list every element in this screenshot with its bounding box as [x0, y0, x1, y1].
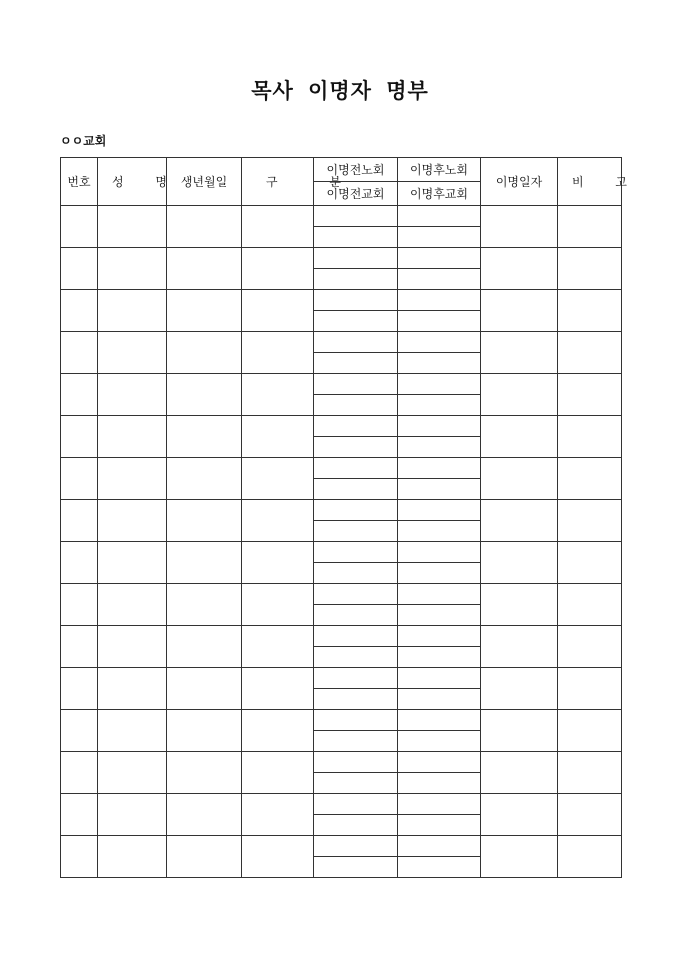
church-before-cell[interactable]	[314, 647, 398, 668]
church-before-cell[interactable]	[314, 857, 398, 878]
number-cell[interactable]	[61, 332, 98, 374]
name-cell[interactable]	[98, 248, 167, 290]
remarks-cell[interactable]	[558, 668, 622, 710]
number-cell[interactable]	[61, 752, 98, 794]
table-row	[61, 794, 622, 815]
presbytery-after-cell[interactable]	[398, 290, 481, 311]
number-cell[interactable]	[61, 248, 98, 290]
presbytery-after-cell[interactable]	[398, 458, 481, 479]
number-cell[interactable]	[61, 668, 98, 710]
table-row	[61, 332, 622, 353]
category-cell[interactable]	[242, 668, 314, 710]
table-row	[61, 542, 622, 563]
birthdate-cell[interactable]	[167, 206, 242, 248]
church-after-cell[interactable]	[398, 773, 481, 794]
table-row	[61, 458, 622, 479]
remarks-cell[interactable]	[558, 500, 622, 542]
number-cell[interactable]	[61, 542, 98, 584]
birthdate-cell[interactable]	[167, 836, 242, 878]
presbytery-before-cell[interactable]	[314, 290, 398, 311]
church-label: ㅇㅇ교회	[60, 134, 107, 148]
table-row	[61, 206, 622, 227]
category-cell[interactable]	[242, 836, 314, 878]
table-row	[61, 710, 622, 731]
birthdate-cell[interactable]	[167, 248, 242, 290]
remarks-cell[interactable]	[558, 752, 622, 794]
presbytery-after-cell[interactable]	[398, 416, 481, 437]
number-cell[interactable]	[61, 584, 98, 626]
church-after-cell[interactable]	[398, 521, 481, 542]
category-cell[interactable]	[242, 626, 314, 668]
category-cell[interactable]	[242, 206, 314, 248]
church-after-cell[interactable]	[398, 437, 481, 458]
church-after-cell[interactable]	[398, 353, 481, 374]
presbytery-after-cell[interactable]	[398, 710, 481, 731]
presbytery-after-cell[interactable]	[398, 374, 481, 395]
remarks-cell[interactable]	[558, 584, 622, 626]
table-row	[61, 626, 622, 647]
table-row	[61, 752, 622, 773]
church-before-cell[interactable]	[314, 605, 398, 626]
remarks-cell[interactable]	[558, 248, 622, 290]
presbytery-after-cell[interactable]	[398, 500, 481, 521]
presbytery-before-cell[interactable]	[314, 458, 398, 479]
table-row	[61, 374, 622, 395]
header-presbytery-after: 이명후노회	[398, 158, 481, 182]
presbytery-after-cell[interactable]	[398, 584, 481, 605]
birthdate-cell[interactable]	[167, 542, 242, 584]
remarks-cell[interactable]	[558, 206, 622, 248]
header-row	[61, 158, 622, 182]
transfer-date-cell[interactable]	[481, 752, 558, 794]
category-cell[interactable]	[242, 794, 314, 836]
presbytery-after-cell[interactable]	[398, 332, 481, 353]
church-before-cell[interactable]	[314, 563, 398, 584]
transfer-date-cell[interactable]	[481, 416, 558, 458]
transfer-date-cell[interactable]	[481, 458, 558, 500]
name-cell[interactable]	[98, 332, 167, 374]
church-after-cell[interactable]	[398, 689, 481, 710]
birthdate-cell[interactable]	[167, 458, 242, 500]
presbytery-before-cell[interactable]	[314, 626, 398, 647]
presbytery-after-cell[interactable]	[398, 752, 481, 773]
birthdate-cell[interactable]	[167, 332, 242, 374]
transfer-date-cell[interactable]	[481, 332, 558, 374]
category-cell[interactable]	[242, 458, 314, 500]
header-church-after: 이명후교회	[398, 182, 481, 206]
birthdate-cell[interactable]	[167, 374, 242, 416]
church-after-cell[interactable]	[398, 269, 481, 290]
name-cell[interactable]	[98, 500, 167, 542]
transfer-date-cell[interactable]	[481, 626, 558, 668]
category-cell[interactable]	[242, 584, 314, 626]
document-title: 목사 이명자 명부	[251, 78, 429, 103]
table-row	[61, 416, 622, 437]
transfer-date-cell[interactable]	[481, 794, 558, 836]
birthdate-cell[interactable]	[167, 500, 242, 542]
name-cell[interactable]	[98, 290, 167, 332]
category-cell[interactable]	[242, 752, 314, 794]
remarks-cell[interactable]	[558, 794, 622, 836]
name-cell[interactable]	[98, 542, 167, 584]
presbytery-before-cell[interactable]	[314, 584, 398, 605]
header-presbytery-before: 이명전노회	[314, 158, 398, 182]
birthdate-cell[interactable]	[167, 752, 242, 794]
remarks-cell[interactable]	[558, 332, 622, 374]
church-before-cell[interactable]	[314, 479, 398, 500]
number-cell[interactable]	[61, 290, 98, 332]
presbytery-after-cell[interactable]	[398, 248, 481, 269]
header-number: 번호	[61, 158, 98, 206]
birthdate-cell[interactable]	[167, 710, 242, 752]
category-cell[interactable]	[242, 332, 314, 374]
church-before-cell[interactable]	[314, 437, 398, 458]
name-cell[interactable]	[98, 752, 167, 794]
church-after-cell[interactable]	[398, 479, 481, 500]
church-after-cell[interactable]	[398, 815, 481, 836]
table-row	[61, 836, 622, 857]
birthdate-cell[interactable]	[167, 584, 242, 626]
presbytery-after-cell[interactable]	[398, 626, 481, 647]
header-birthdate: 생년월일	[167, 158, 242, 206]
presbytery-after-cell[interactable]	[398, 542, 481, 563]
birthdate-cell[interactable]	[167, 290, 242, 332]
birthdate-cell[interactable]	[167, 668, 242, 710]
category-cell[interactable]	[242, 374, 314, 416]
name-cell[interactable]	[98, 584, 167, 626]
presbytery-before-cell[interactable]	[314, 794, 398, 815]
transfer-date-cell[interactable]	[481, 290, 558, 332]
name-cell[interactable]	[98, 626, 167, 668]
church-after-cell[interactable]	[398, 395, 481, 416]
birthdate-cell[interactable]	[167, 626, 242, 668]
transfer-date-cell[interactable]	[481, 710, 558, 752]
church-after-cell[interactable]	[398, 731, 481, 752]
remarks-cell[interactable]	[558, 542, 622, 584]
name-cell[interactable]	[98, 206, 167, 248]
birthdate-cell[interactable]	[167, 416, 242, 458]
table-row	[61, 500, 622, 521]
category-cell[interactable]	[242, 290, 314, 332]
name-cell[interactable]	[98, 836, 167, 878]
church-before-cell[interactable]	[314, 269, 398, 290]
category-cell[interactable]	[242, 416, 314, 458]
category-cell[interactable]	[242, 710, 314, 752]
number-cell[interactable]	[61, 416, 98, 458]
remarks-cell[interactable]	[558, 458, 622, 500]
transfer-date-cell[interactable]	[481, 584, 558, 626]
presbytery-after-cell[interactable]	[398, 836, 481, 857]
birthdate-cell[interactable]	[167, 794, 242, 836]
table-row	[61, 248, 622, 269]
header-transfer-date: 이명일자	[481, 158, 558, 206]
presbytery-after-cell[interactable]	[398, 794, 481, 815]
number-cell[interactable]	[61, 458, 98, 500]
transfer-date-cell[interactable]	[481, 248, 558, 290]
transfer-date-cell[interactable]	[481, 542, 558, 584]
church-after-cell[interactable]	[398, 227, 481, 248]
presbytery-before-cell[interactable]	[314, 374, 398, 395]
church-before-cell[interactable]	[314, 521, 398, 542]
remarks-cell[interactable]	[558, 626, 622, 668]
category-cell[interactable]	[242, 248, 314, 290]
presbytery-before-cell[interactable]	[314, 836, 398, 857]
name-cell[interactable]	[98, 458, 167, 500]
category-cell[interactable]	[242, 542, 314, 584]
church-before-cell[interactable]	[314, 227, 398, 248]
number-cell[interactable]	[61, 836, 98, 878]
church-before-cell[interactable]	[314, 353, 398, 374]
church-before-cell[interactable]	[314, 731, 398, 752]
number-cell[interactable]	[61, 500, 98, 542]
table-row	[61, 290, 622, 311]
number-cell[interactable]	[61, 626, 98, 668]
church-before-cell[interactable]	[314, 773, 398, 794]
church-before-cell[interactable]	[314, 815, 398, 836]
header-category: 구 분	[242, 158, 314, 206]
church-after-cell[interactable]	[398, 647, 481, 668]
presbytery-before-cell[interactable]	[314, 206, 398, 227]
church-after-cell[interactable]	[398, 857, 481, 878]
name-cell[interactable]	[98, 416, 167, 458]
transfer-date-cell[interactable]	[481, 500, 558, 542]
number-cell[interactable]	[61, 206, 98, 248]
church-before-cell[interactable]	[314, 395, 398, 416]
name-cell[interactable]	[98, 374, 167, 416]
number-cell[interactable]	[61, 794, 98, 836]
transfer-date-cell[interactable]	[481, 206, 558, 248]
presbytery-before-cell[interactable]	[314, 710, 398, 731]
church-after-cell[interactable]	[398, 311, 481, 332]
church-after-cell[interactable]	[398, 605, 481, 626]
remarks-cell[interactable]	[558, 290, 622, 332]
header-remarks: 비 고	[558, 158, 622, 206]
remarks-cell[interactable]	[558, 836, 622, 878]
remarks-cell[interactable]	[558, 374, 622, 416]
presbytery-before-cell[interactable]	[314, 416, 398, 437]
transfer-date-cell[interactable]	[481, 374, 558, 416]
name-cell[interactable]	[98, 794, 167, 836]
category-cell[interactable]	[242, 500, 314, 542]
church-before-cell[interactable]	[314, 689, 398, 710]
presbytery-before-cell[interactable]	[314, 248, 398, 269]
transfer-date-cell[interactable]	[481, 836, 558, 878]
name-cell[interactable]	[98, 710, 167, 752]
church-after-cell[interactable]	[398, 563, 481, 584]
number-cell[interactable]	[61, 710, 98, 752]
header-church-before: 이명전교회	[314, 182, 398, 206]
presbytery-before-cell[interactable]	[314, 500, 398, 521]
pastor-transfer-table	[60, 157, 641, 878]
church-before-cell[interactable]	[314, 311, 398, 332]
header-name: 성 명	[98, 158, 167, 206]
name-cell[interactable]	[98, 668, 167, 710]
presbytery-before-cell[interactable]	[314, 332, 398, 353]
transfer-date-cell[interactable]	[481, 668, 558, 710]
remarks-cell[interactable]	[558, 710, 622, 752]
table-row	[61, 584, 622, 605]
table-body	[61, 158, 641, 878]
presbytery-before-cell[interactable]	[314, 542, 398, 563]
presbytery-after-cell[interactable]	[398, 668, 481, 689]
remarks-cell[interactable]	[558, 416, 622, 458]
presbytery-before-cell[interactable]	[314, 668, 398, 689]
presbytery-before-cell[interactable]	[314, 752, 398, 773]
number-cell[interactable]	[61, 374, 98, 416]
presbytery-after-cell[interactable]	[398, 206, 481, 227]
table-row	[61, 668, 622, 689]
